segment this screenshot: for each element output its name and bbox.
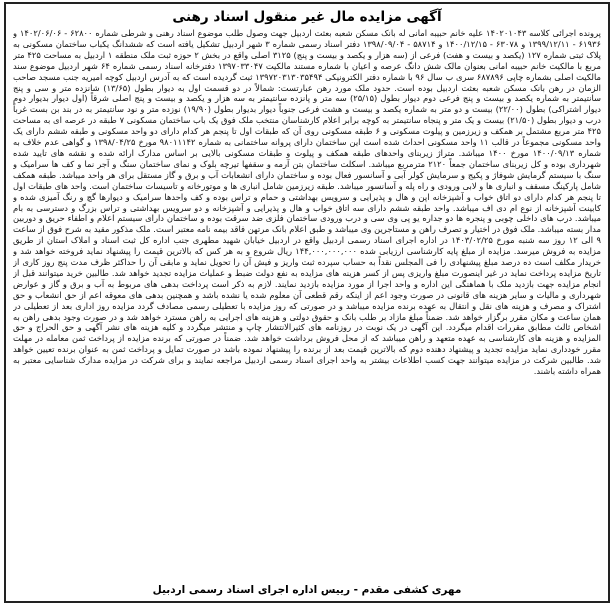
signature-line: مهری کشفی مقدم - رییس اداره اجرای اسناد رسمی اردبیل: [152, 584, 462, 596]
notice-body: پرونده اجرائی کلاسه ۱۴۰۲۰۱۰۴۳ علیه خانم حبیبه امانی له بانک مسکن شعبه بعثت اردبیل جهت وصول طلب موضوع اسناد رهنی و شرطی شماره ۶۲۸۰۰ - ۱۴۰۲/۰۶/۰۶ و ۶۱۹۳۶ - ۱۳۹۹/۱۲/۱۱ و ۶۳۰۷۸ - ۱۴۰۰/۱۲/۱۵ و ۵۸۷۱۴ - ۱۳۹۸/۰۹/۰۴ دفتر اسناد رسمی شماره ۳ شهر اردبیل تشکیل یافته است که ششدانگ یکباب ساختمان مسکونی به پلاک ثبتی شماره ۱۲۷ (یکصد و بیست و هفت) فرعی از (سه هزار و یکصد و بیست و پنج) ۳۱۲۵ اصلی واقع در بخش ۲ حوزه ثبت ملک منطقه ۱ اردبیل به مساحت ۴۲۵ متر مربع با مالکیت خانم حبیبه امانی بعنوان مالک شش دانگ عرصه و اعیان با شماره مستند مالکیت ۱۳۹۷۰۳۳۰۴۷ دفترخانه اسناد رسمی شماره ۶۴ شهر اردبیل موضوع سند مالکیت اصلی بشماره چاپی ۶۸۷۸۹۶ سری ب سال ۹۶ با شماره دفتر الکترونیکی ۱۳۹۷۲۰۳۱۳۰۳۵۴۹۴ ثبت گردیده است که به آدرس اردبیل کوچه امیریه جنب مسجد صاحب الزمان در رهن بانک مسکن شعبه بعثت اردبیل بوده است. حدود ملک مورد رهن عبارتست: شمالاً در دو قسمت اول به دیوار بطول (۱۳/۶۵) شانزده متر و سی و پنج سانتیمتر به شماره یکصد و بیست و پنج فرعی دوم دیوار بطول (۲۵/۱۵) سه متر و پانزده سانتیمتر به سه هزار و یکصد و بیست و پنج اصلی شرقاً (اول دیوار بدیوار دوم دیوار اشتراکی) بطول (۲۲/۰۰) بیست و دو متر به شماره یکصد و بیست و هشت فرعی جنوباً دیوار بدیوار بطول (۱۹/۹۰) نوزده متر و نود سانتیمتر به در بند بن بست غرباً درب و دیوار بطول (۲۱/۵۰) بیست و یک متر و پنجاه سانتیمتر به کوچه برابر اعلام کارشناسان منتخب ملک فوق یک باب ساختمان مسکونی ۷ طبقه در عرصه ای به مساحت ۴۲۵ متر مربع مشتمل بر همکف و زیرزمین و پیلوت مسکونی و ۶ طبقه مسکونی روی آن که طبقات اول تا پنجم هر کدام دارای دو واحد مسکونی و طبقه ششم دارای یک واحد مسکونی مجموعاً در قالب ۱۱ واحد مسکونی احداث شده است این ساختمان دارای پروانه ساختمانی به شماره ۹۸۰۱۱۱۴۲ مورخ ۱۳۹۸/۰۴/۲۵ و گواهی عدم خلاف به شماره ۱۴۰۰/۰۹/۱۳ مورخ ۱۴۰۰ میباشد. متراژ زیربنای واحدهای طبقه همکف و پیلوت و طبقات مسکونی بالایی بر اساس مدارک ارائه شده و نقشه های تایید شده شهرداری بوده و کل زیربنای ساختمان جمعاً ۲۱۲۰ مترمربع میباشد. اسکلت ساختمان بتن آرمه و سقفها تیرچه بلوک و نمای ساختمان سنگ و آجر نما و کف ها سرامیک و سنگ با سیستم گرمایش شوفاژ و پکیج و سرمایش کولر آبی و آسانسور فعال بوده و ساختمان دارای انشعابات آب و برق و گاز مستقل برای هر واحد میباشد. طبقه همکف شامل پارکینگ مسقف و انباری ها و لابی ورودی و راه پله و آسانسور میباشد. طبقه زیرزمین شامل انباری ها و موتورخانه و تاسیسات ساختمان است. واحد های طبقات اول تا پنجم هر کدام دارای دو اتاق خواب و آشپزخانه اپن و هال و پذیرایی و سرویس بهداشتی و حمام و تراس بوده و کف واحدها سرامیک و دیوارها گچ و رنگ آمیزی شده و کابینت آشپزخانه از نوع ام دی اف میباشد. واحد طبقه ششم دارای سه اتاق خواب و هال و پذیرایی و آشپزخانه و دو سرویس بهداشتی و تراس بزرگ و دسترسی به بام میباشد. درب های داخلی چوبی و پنجره ها دو جداره یو پی وی سی و درب ورودی ساختمان فلزی ضد سرقت بوده و ساختمان دارای سیستم اعلام و اطفاء حریق و دوربین مدار بسته میباشد. ملک فوق در اختیار و تصرف راهن و مستاجرین وی میباشد و طبق اعلام بانک مرتهن فاقد بیمه نامه معتبر است. ملک مذکور مقید به شرح فوق از ساعت ۹ الی ۱۲ روز سه شنبه مورخ ۱۴۰۳/۰۲/۲۵ در اداره اجرای اسناد رسمی اردبیل واقع در اردبیل خیابان شهید مطهری جنب اداره کل ثبت اسناد و املاک استان از طریق مزایده به فروش میرسد. مزایده از مبلغ پایه کارشناسی ارزیابی شده ۱۴۴,۰۰۰,۰۰۰,۰۰۰ ریال شروع و به هر کس که بالاترین قیمت را پیشنهاد نماید فروخته خواهد شد و خریدار مکلف است ده درصد مبلغ پیشنهادی را فی المجلس نقداً به حساب سپرده ثبت واریز و فیش آن را تحویل نماید و مابقی آن را حداکثر ظرف مدت پنج روز کاری از تاریخ مزایده پرداخت نماید در غیر اینصورت مبلغ واریزی پس از کسر هزینه های مزایده به نفع دولت ضبط و عملیات مزایده تجدید خواهد شد. طالبین خرید میتوانند قبل از انجام مزایده جهت بازدید ملک با هماهنگی این اداره و واحد اجرا از مورد مزایده بازدید نمایند. لازم به ذکر است پرداخت بدهی های مربوط به آب و برق و گاز و عوارض شهرداری و مالیات و سایر هزینه های قانونی در صورت وجود اعم از اینکه رقم قطعی آن معلوم شده یا نشده باشد و همچنین بدهی های معوقه اعم از حق انشعاب و حق اشتراک و مصرف و هزینه های نقل و انتقال به عهده برنده مزایده میباشد و در صورتی که روز مزایده با تعطیلی رسمی مصادف گردد مزایده روز اداری بعد از تعطیلی در همان ساعت و مکان مقرر برگزار خواهد شد. ضمناً مبلغ مازاد بر طلب بانک و حقوق دولتی و هزینه های اجرایی به راهن مسترد خواهد شد و در صورت وجود بدهی راهن به اشخاص ثالث مطابق مقررات اقدام میگردد. این آگهی در یک نوبت در روزنامه های کثیرالانتشار چاپ و منتشر میگردد و کلیه هزینه های نشر آگهی و حق الحراج و حق المزایده و هزینه های کارشناسی به عهده متعهد و راهن میباشد که از محل فروش برداشت خواهد شد. ضمناً در صورتی که برنده مزایده از پرداخت ثمن معامله در مهلت مقرر خودداری نماید مزایده تجدید و پیشنهاد دهنده دوم که بالاترین قیمت بعد از برنده را پیشنهاد نموده باشد در صورت تمایل و پرداخت ثمن به عنوان برنده تعیین خواهد شد. طالبین شرکت در مزایده میتوانند جهت کسب اطلاعات بیشتر به واحد اجرای اسناد رسمی اردبیل مراجعه نمایند و برای شرکت در مزایده مدارک شناسایی معتبر به همراه داشته باشند.: [13, 28, 601, 377]
title-bar: [13, 8, 601, 26]
auction-notice: [4, 2, 610, 603]
notice-title: آگهی مزایده مال غیر منقول اسناد رهنی: [172, 9, 442, 25]
